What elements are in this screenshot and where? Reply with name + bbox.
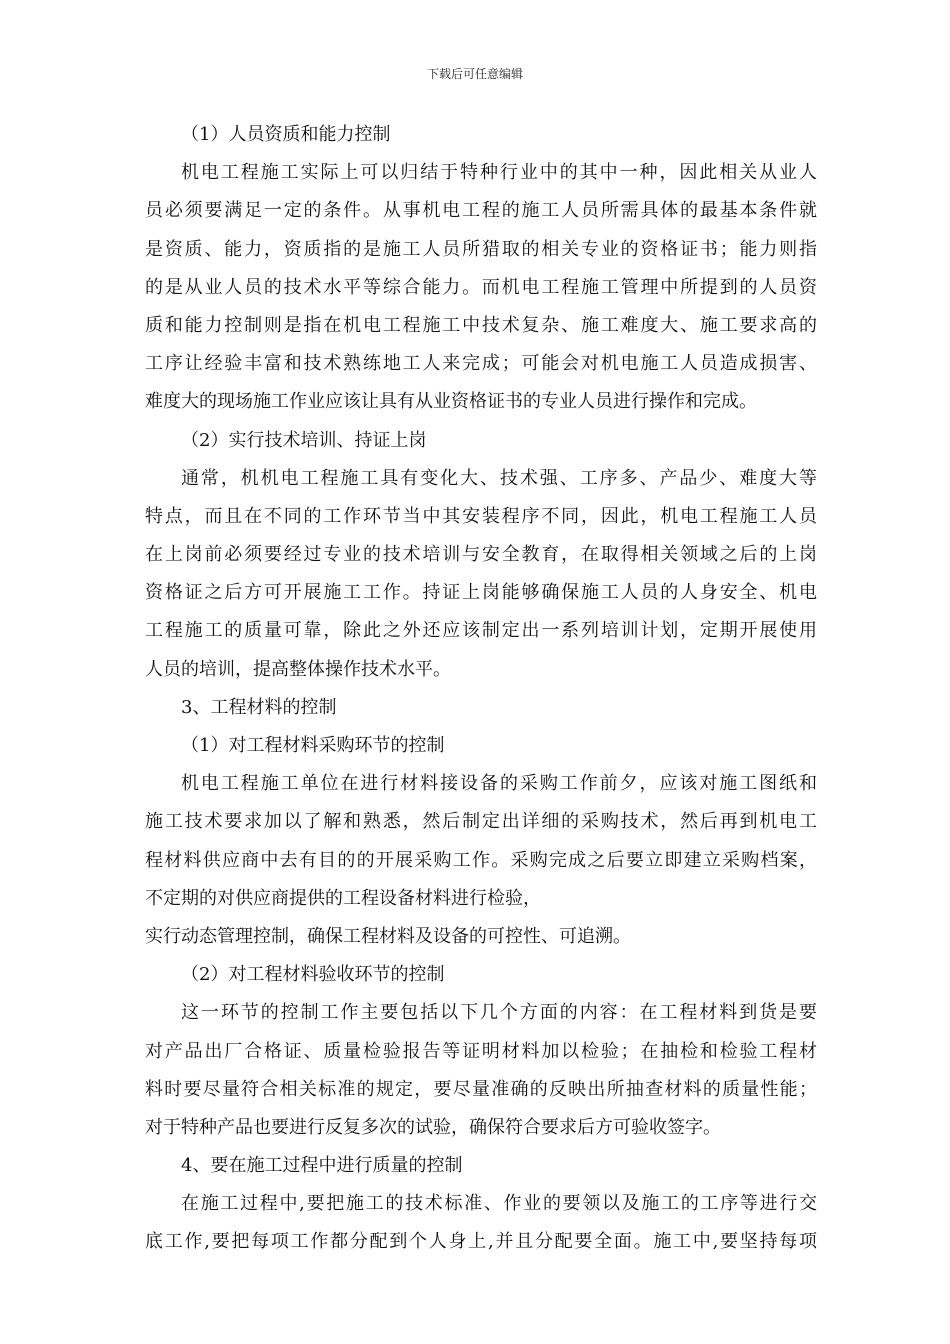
body-line: 实行动态管理控制，确保工程材料及设备的可控性、可追溯。: [145, 925, 631, 947]
body-line: 是资质、能力，资质指的是施工人员所猎取的相关专业的资格证书；能力则指: [145, 238, 817, 260]
body-line: 对产品出厂合格证、质量检验报告等证明材料加以检验；在抽检和检验工程材: [145, 1040, 817, 1062]
section-heading: （1）对工程材料采购环节的控制: [181, 735, 445, 756]
body-line: 特点，而且在不同的工作环节当中其安装程序不同，因此，机电工程施工人员: [145, 505, 817, 527]
document-body: [145, 116, 817, 1262]
body-line: 员必须要满足一定的条件。从事机电工程的施工人员所需具体的最基本条件就: [145, 200, 817, 222]
section-heading: 3、工程材料的控制: [181, 696, 337, 718]
body-line: 在上岗前必须要经过专业的技术培训与安全教育，在取得相关领域之后的上岗: [145, 544, 817, 566]
body-line: 不定期的对供应商提供的工程设备材料进行检验，: [145, 887, 541, 909]
body-line: 质和能力控制则是指在机电工程施工中技术复杂、施工难度大、施工要求高的: [145, 314, 817, 336]
body-line: 资格证之后方可开展施工工作。持证上岗能够确保施工人员的人身安全、机电: [145, 582, 817, 604]
body-line: 机电工程施工单位在进行材料接设备的采购工作前夕，应该对施工图纸和: [181, 773, 817, 795]
body-line: 难度大的现场施工作业应该让具有从业资格证书的专业人员进行操作和完成。: [145, 391, 757, 413]
body-line: 底工作,要把每项工作都分配到个人身上,并且分配要全面。施工中,要坚持每项: [145, 1231, 817, 1253]
page-header: 下载后可任意编辑: [426, 67, 523, 81]
body-line: 在施工过程中,要把施工的技术标准、作业的要领以及施工的工序等进行交: [181, 1193, 817, 1215]
body-line: 程材料供应商中去有目的的开展采购工作。采购完成之后要立即建立采购档案，: [145, 849, 817, 871]
body-line: 料时要尽量符合相关标准的规定，要尽量准确的反映出所抽查材料的质量性能；: [145, 1078, 817, 1100]
body-line: 施工技术要求加以了解和熟悉，然后制定出详细的采购技术，然后再到机电工: [145, 811, 817, 833]
body-line: 工程施工的质量可靠，除此之外还应该制定出一系列培训计划，定期开展使用: [145, 620, 817, 642]
section-heading: （2）对工程材料验收环节的控制: [181, 964, 445, 986]
body-line: 的是从业人员的技术水平等综合能力。而机电工程施工管理中所提到的人员资: [145, 276, 817, 298]
body-line: 对于特种产品也要进行反复多次的试验，确保符合要求后方可验收签字。: [145, 1116, 721, 1138]
section-heading: （1）人员资质和能力控制: [181, 124, 391, 145]
body-line: 通常，机机电工程施工具有变化大、技术强、工序多、产品少、难度大等: [181, 467, 817, 489]
body-line: 这一环节的控制工作主要包括以下几个方面的内容：在工程材料到货是要: [181, 1002, 817, 1024]
section-heading: 4、要在施工过程中进行质量的控制: [181, 1155, 463, 1177]
body-line: 工序让经验丰富和技术熟练地工人来完成；可能会对机电施工人员造成损害、: [145, 353, 817, 375]
section-heading: （2）实行技术培训、持证上岗: [181, 429, 427, 451]
body-line: 人员的培训，提高整体操作技术水平。: [145, 658, 451, 680]
body-line: 机电工程施工实际上可以归结于特种行业中的其中一种，因此相关从业人: [181, 162, 817, 184]
